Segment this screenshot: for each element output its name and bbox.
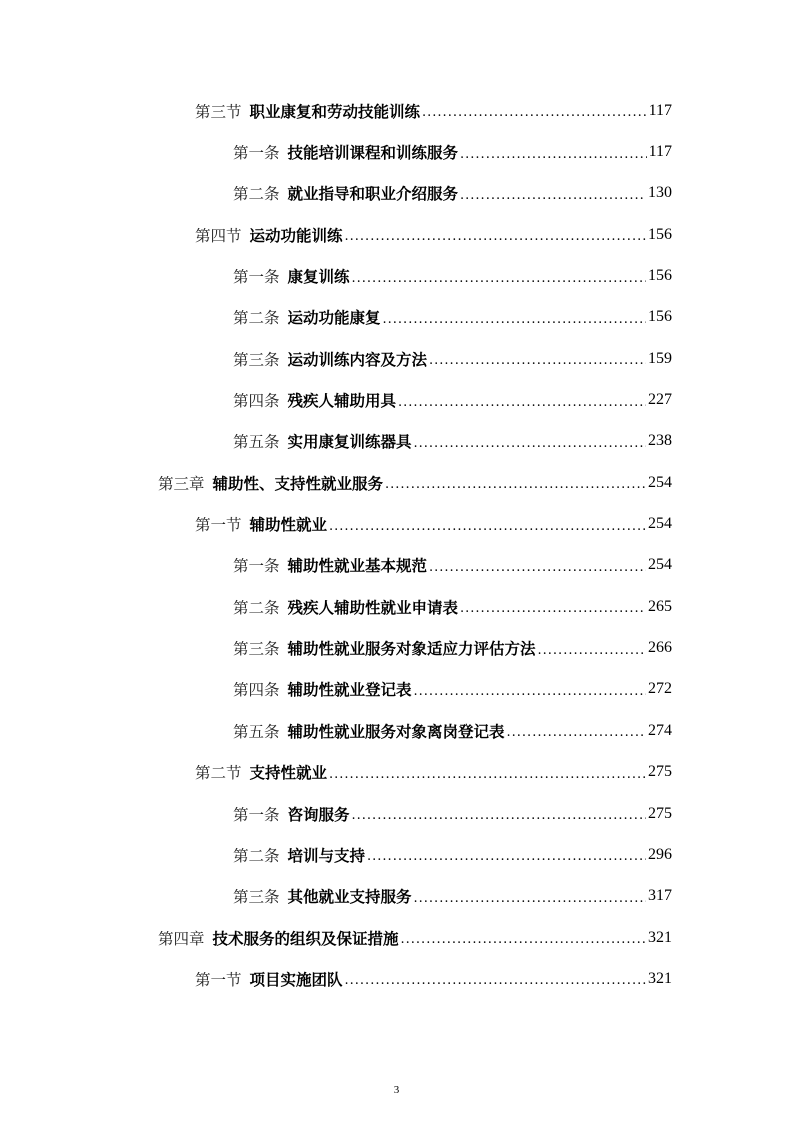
dot-leader: [507, 721, 646, 740]
toc-entry-title: 其他就业支持服务: [287, 887, 412, 907]
dot-leader: [401, 928, 646, 947]
dot-leader: [329, 515, 646, 534]
dot-leader: [429, 556, 646, 575]
toc-entry-title: 运动训练内容及方法: [287, 349, 428, 369]
toc-entry-label: 第二节: [195, 764, 242, 783]
dot-leader: [538, 639, 646, 658]
toc-entry-title: 职业康复和劳动技能训练: [249, 101, 421, 121]
toc-entry[interactable]: [0, 503, 793, 544]
toc-entry-page: 274: [648, 721, 672, 739]
toc-entry-title: 运动功能训练: [249, 225, 343, 245]
toc-entry-label: 第五条: [233, 433, 280, 452]
toc-entry-page: 117: [648, 143, 672, 161]
toc-entry[interactable]: [0, 379, 793, 420]
toc-entry-title: 辅助性就业: [249, 515, 328, 535]
toc-entry-page: 227: [648, 391, 672, 409]
toc-entry-label: 第三章: [158, 474, 205, 493]
toc-entry-label: 第四章: [158, 929, 205, 948]
dot-leader: [460, 143, 647, 162]
toc-entry-title: 技能培训课程和训练服务: [287, 143, 459, 163]
toc-entry-label: 第四节: [195, 226, 242, 245]
toc-entry[interactable]: [0, 173, 793, 214]
toc-entry-label: 第二条: [233, 598, 280, 617]
toc-entry-page: 296: [648, 845, 672, 863]
toc-entry-label: 第一条: [233, 268, 280, 287]
dot-leader: [352, 804, 646, 823]
toc-entry[interactable]: [0, 297, 793, 338]
toc-entry-page: 254: [648, 473, 672, 491]
toc-entry[interactable]: [0, 421, 793, 462]
toc-entry[interactable]: [0, 710, 793, 751]
toc-entry-title: 就业指导和职业介绍服务: [287, 184, 459, 204]
toc-entry-title: 项目实施团队: [249, 969, 343, 989]
toc-entry[interactable]: [0, 876, 793, 917]
toc-entry[interactable]: [0, 834, 793, 875]
toc-entry-title: 辅助性就业基本规范: [287, 556, 428, 576]
toc-entry-label: 第五条: [233, 722, 280, 741]
toc-entry-title: 技术服务的组织及保证措施: [212, 928, 399, 948]
toc-entry-title: 培训与支持: [287, 845, 366, 865]
toc-entry-title: 残疾人辅助性就业申请表: [287, 597, 459, 617]
toc-entry[interactable]: [0, 462, 793, 503]
toc-entry-label: 第一条: [233, 805, 280, 824]
toc-entry-label: 第一条: [233, 557, 280, 576]
toc-entry-title: 辅助性就业服务对象适应力评估方法: [287, 639, 536, 659]
toc-entry-page: 321: [648, 969, 672, 987]
toc-entry-page: 272: [648, 680, 672, 698]
toc-entry-title: 辅助性就业服务对象离岗登记表: [287, 721, 505, 741]
toc-entry-page: 156: [648, 308, 672, 326]
toc-entry-page: 265: [648, 597, 672, 615]
dot-leader: [414, 887, 646, 906]
toc-entry-title: 实用康复训练器具: [287, 432, 412, 452]
toc-entry-title: 残疾人辅助用具: [287, 391, 397, 411]
toc-entry-label: 第二条: [233, 185, 280, 204]
toc-entry[interactable]: [0, 214, 793, 255]
toc-entry-label: 第四条: [233, 681, 280, 700]
toc-entry-page: 275: [648, 763, 672, 781]
toc-entry-label: 第一节: [195, 970, 242, 989]
dot-leader: [352, 267, 646, 286]
toc-entry-page: 317: [648, 887, 672, 905]
toc-entry-page: 275: [648, 804, 672, 822]
table-of-contents: [0, 90, 793, 1000]
toc-entry-page: 117: [648, 101, 672, 119]
toc-entry[interactable]: [0, 90, 793, 131]
toc-entry-page: 238: [648, 432, 672, 450]
toc-entry-label: 第四条: [233, 392, 280, 411]
dot-leader: [414, 680, 646, 699]
toc-entry[interactable]: [0, 752, 793, 793]
toc-entry-page: 266: [648, 639, 672, 657]
dot-leader: [460, 184, 646, 203]
toc-entry-label: 第一条: [233, 144, 280, 163]
toc-entry-label: 第二条: [233, 846, 280, 865]
toc-entry[interactable]: [0, 917, 793, 958]
toc-entry[interactable]: [0, 627, 793, 668]
dot-leader: [345, 969, 646, 988]
dot-leader: [345, 225, 646, 244]
toc-entry[interactable]: [0, 255, 793, 296]
dot-leader: [422, 101, 647, 120]
toc-entry-title: 运动功能康复: [287, 308, 381, 328]
toc-entry-label: 第三条: [233, 350, 280, 369]
dot-leader: [398, 391, 646, 410]
toc-entry-label: 第三条: [233, 640, 280, 659]
dot-leader: [367, 845, 646, 864]
page-number: 3: [393, 1084, 400, 1096]
toc-entry-title: 咨询服务: [287, 804, 350, 824]
toc-entry-label: 第三条: [233, 888, 280, 907]
toc-entry-label: 第三节: [195, 102, 242, 121]
toc-entry-page: 156: [648, 267, 672, 285]
toc-entry-page: 254: [648, 556, 672, 574]
toc-entry[interactable]: [0, 958, 793, 999]
dot-leader: [383, 308, 646, 327]
toc-entry-title: 支持性就业: [249, 763, 328, 783]
toc-entry[interactable]: [0, 669, 793, 710]
dot-leader: [460, 597, 646, 616]
toc-entry-title: 康复训练: [287, 267, 350, 287]
toc-entry-page: 254: [648, 515, 672, 533]
toc-entry-page: 321: [648, 928, 672, 946]
dot-leader: [414, 432, 646, 451]
toc-entry[interactable]: [0, 131, 793, 172]
toc-entry-page: 159: [648, 349, 672, 367]
toc-entry[interactable]: [0, 545, 793, 586]
toc-entry[interactable]: [0, 338, 793, 379]
toc-entry-page: 130: [648, 184, 672, 202]
toc-entry-title: 辅助性就业登记表: [287, 680, 412, 700]
toc-entry[interactable]: [0, 586, 793, 627]
toc-entry[interactable]: [0, 793, 793, 834]
toc-entry-title: 辅助性、支持性就业服务: [212, 473, 384, 493]
toc-entry-page: 156: [648, 225, 672, 243]
toc-entry-label: 第二条: [233, 309, 280, 328]
dot-leader: [385, 473, 646, 492]
toc-entry-label: 第一节: [195, 516, 242, 535]
dot-leader: [429, 349, 646, 368]
dot-leader: [329, 763, 646, 782]
